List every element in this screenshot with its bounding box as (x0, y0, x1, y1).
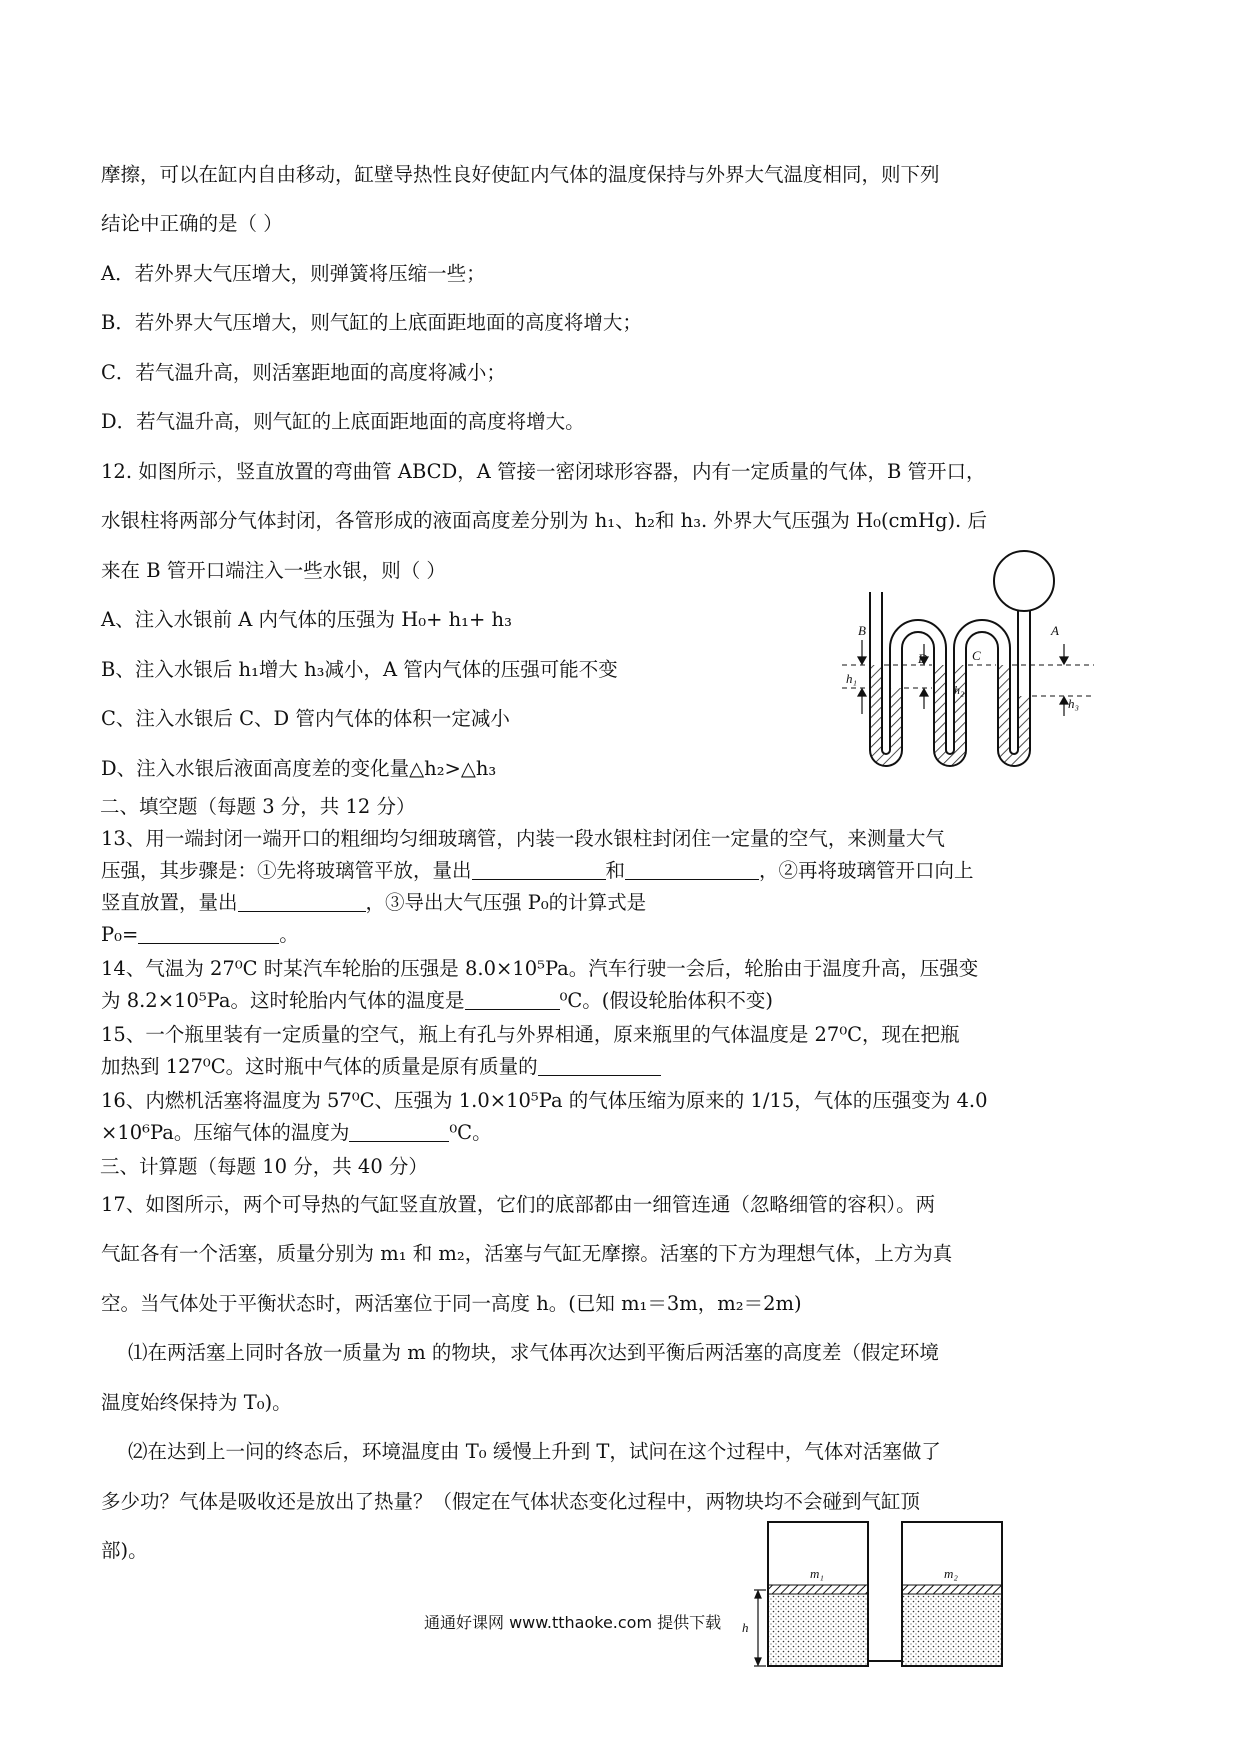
q13-line-4b: 。 (279, 923, 299, 946)
q17-part-2-line-1: ⑵在达到上一问的终态后，环境温度由 T₀ 缓慢上升到 T，试问在这个过程中，气体对活塞做了 (128, 1440, 941, 1463)
q12-line-1: 12. 如图所示，竖直放置的弯曲管 ABCD，A 管接一密闭球形容器，内有一定质量的气体，B 管开口， (101, 460, 986, 483)
q14-line-2a: 为 8.2×10⁵Pa。这时轮胎内气体的温度是 (101, 989, 465, 1012)
q17-line-3: 空。当气体处于平衡状态时，两活塞位于同一高度 h。(已知 m₁＝3m，m₂＝2m) (101, 1292, 802, 1315)
q11-line-1: 摩擦，可以在缸内自由移动，缸壁导热性良好使缸内气体的温度保持与外界大气温度相同，则下列 (101, 163, 940, 186)
q13-blank-3[interactable] (238, 892, 366, 912)
label-h3: h₃ (1068, 696, 1080, 711)
q17-line-2: 气缸各有一个活塞，质量分别为 m₁ 和 m₂，活塞与气缸无摩擦。活塞的下方为理想气体，上方为真 (101, 1242, 953, 1265)
q12-option-a: A、注入水银前 A 内气体的压强为 H₀+ h₁+ h₃ (101, 608, 512, 631)
q12-option-d: D、注入水银后液面高度差的变化量△h₂>△h₃ (101, 757, 497, 780)
q13-blank-1[interactable] (472, 860, 606, 880)
q17-line-1: 17、如图所示，两个可导热的气缸竖直放置，它们的底部都由一细管连通（忽略细管的容积）。两 (101, 1193, 936, 1216)
label-h: h (742, 1620, 749, 1635)
q13-line-2a: 压强，其步骤是：①先将玻璃管平放，量出 (101, 859, 472, 882)
q13-line-2c: ，②再将玻璃管开口向上 (759, 859, 974, 882)
q13-blank-2[interactable] (625, 860, 759, 880)
q14-line-2b: ⁰C。(假设轮胎体积不变) (559, 989, 774, 1012)
q17-part-1-line-2: 温度始终保持为 T₀)。 (101, 1391, 292, 1414)
q17-part-2-line-2: 多少功？气体是吸收还是放出了热量？（假定在气体状态变化过程中，两物块均不会碰到气缸顶 (101, 1490, 921, 1513)
label-h1: h₁ (846, 671, 858, 686)
section-3-heading: 三、计算题（每题 10 分，共 40 分） (100, 1155, 428, 1178)
label-d: D (918, 651, 928, 666)
q13-line-4a: P₀= (101, 923, 139, 946)
q13-blank-4[interactable] (138, 924, 279, 944)
q11-line-2: 结论中正确的是（ ） (101, 212, 283, 235)
q15-blank[interactable] (538, 1056, 661, 1076)
q13-line-1: 13、用一端封闭一端开口的粗细均匀细玻璃管，内装一段水银柱封闭住一定量的空气，来测量大气 (101, 827, 945, 850)
q13-line-2 (101, 859, 974, 883)
q13-line-3 (101, 891, 646, 915)
q14-blank[interactable] (465, 990, 560, 1010)
q16-line-2 (101, 1121, 492, 1145)
section-2-heading: 二、填空题（每题 3 分，共 12 分） (100, 795, 416, 818)
q15-line-1: 15、一个瓶里装有一定质量的空气，瓶上有孔与外界相通，原来瓶里的气体温度是 27⁰C，现在把瓶 (101, 1023, 960, 1046)
cylinder-figure (742, 1520, 1014, 1680)
q16-blank[interactable] (349, 1122, 449, 1142)
mercury-left (870, 665, 902, 766)
q13-line-3b: ，③导出大气压强 P₀的计算式是 (365, 891, 647, 914)
q15-line-2 (101, 1055, 661, 1079)
q12-option-b: B、注入水银后 h₁增大 h₃减小，A 管内气体的压强可能不变 (101, 658, 618, 681)
piston-m2 (902, 1585, 1002, 1594)
q11-option-b: B．若外界大气压增大，则气缸的上底面距地面的高度将增大； (101, 311, 642, 334)
label-m2: m₂ (944, 1566, 958, 1581)
q12-line-2: 水银柱将两部分气体封闭，各管形成的液面高度差分别为 h₁、h₂和 h₃. 外界大气压强为 H₀(cmHg). 后 (101, 509, 987, 532)
label-b: B (858, 623, 866, 638)
q13-line-2b: 和 (605, 859, 626, 882)
label-c: C (972, 648, 981, 663)
q13-line-3a: 竖直放置，量出 (101, 891, 238, 914)
q15-line-2: 加热到 127⁰C。这时瓶中气体的质量是原有质量的 (101, 1055, 538, 1078)
q17-part-1-line-1: ⑴在两活塞上同时各放一质量为 m 的物块，求气体再次达到平衡后两活塞的高度差（假定环境 (128, 1341, 939, 1364)
q11-option-a: A．若外界大气压增大，则弹簧将压缩一些； (101, 262, 486, 285)
mercury-right (998, 665, 1030, 766)
u-tube-figure (832, 548, 1102, 792)
q11-option-c: C．若气温升高，则活塞距地面的高度将减小； (101, 361, 506, 384)
q17-part-2-line-3: 部)。 (101, 1539, 148, 1562)
piston-m1 (768, 1585, 868, 1594)
q16-line-1: 16、内燃机活塞将温度为 57⁰C、压强为 1.0×10⁵Pa 的气体压缩为原来的 1/15，气体的压强变为 4.0 (101, 1089, 988, 1112)
q12-option-c: C、注入水银后 C、D 管内气体的体积一定减小 (101, 707, 510, 730)
mercury-middle (934, 665, 966, 766)
q14-line-2 (101, 989, 773, 1013)
label-h2: h₂ (954, 683, 965, 697)
q13-line-4 (101, 923, 299, 947)
q16-line-2a: ×10⁶Pa。压缩气体的温度为 (101, 1121, 350, 1144)
q14-line-1: 14、气温为 27⁰C 时某汽车轮胎的压强是 8.0×10⁵Pa。汽车行驶一会后，轮胎由于温度升高，压强变 (101, 957, 979, 980)
label-a: A (1051, 623, 1059, 638)
footer-download-note: 通通好课网 www.tthaoke.com 提供下载 (424, 1613, 722, 1632)
label-m1: m₁ (810, 1566, 824, 1581)
q11-option-d: D．若气温升高，则气缸的上底面距地面的高度将增大。 (101, 410, 585, 433)
q12-line-3: 来在 B 管开口端注入一些水银，则（ ） (101, 559, 446, 582)
q16-line-2b: ⁰C。 (449, 1121, 492, 1144)
